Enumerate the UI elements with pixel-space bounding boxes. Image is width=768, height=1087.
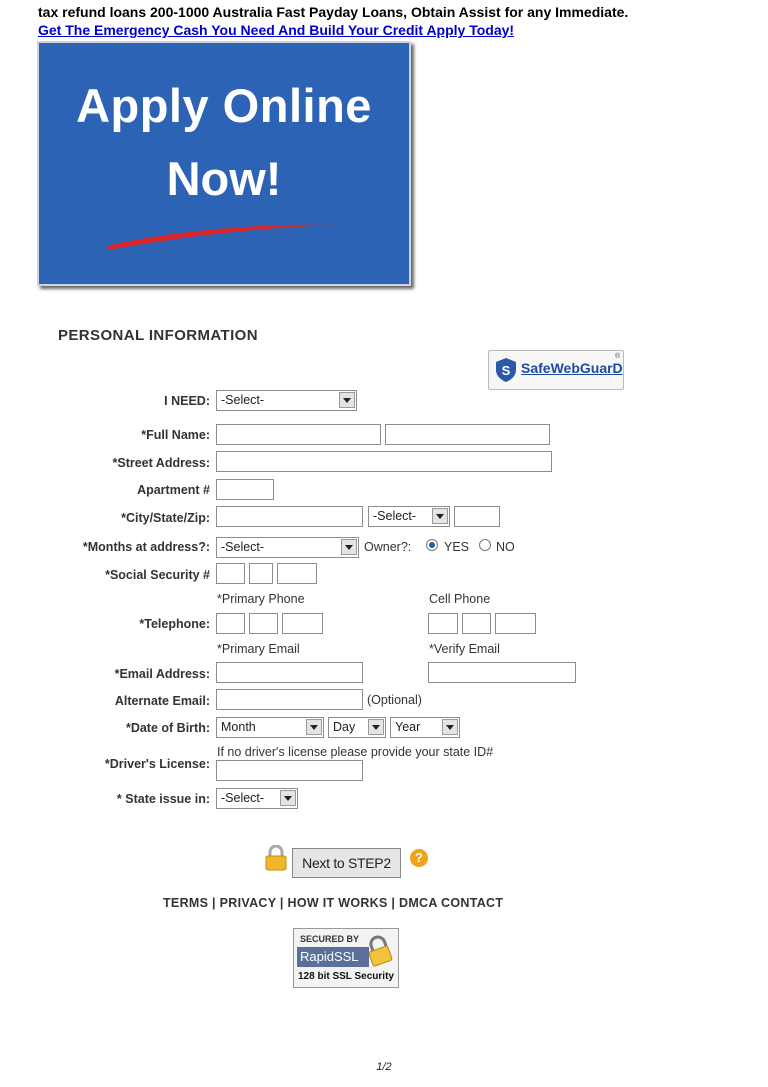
- alternate-email-label: Alternate Email:: [114, 694, 210, 708]
- banner-line-2: Now!: [166, 152, 282, 205]
- zip-input[interactable]: [454, 506, 500, 527]
- ssn-label: *Social Security #: [105, 568, 210, 582]
- state-issue-label: * State issue in:: [116, 792, 210, 806]
- state-issue-value: -Select-: [221, 791, 265, 805]
- dob-day-select[interactable]: [328, 717, 386, 738]
- chevron-down-icon: [339, 392, 355, 408]
- ssn-part1-input[interactable]: [216, 563, 245, 584]
- dob-year-select[interactable]: [390, 717, 460, 738]
- footer-separator: |: [279, 896, 284, 910]
- street-address-label: *Street Address:: [112, 456, 210, 470]
- dob-year-value: Year: [395, 720, 421, 734]
- shield-icon: [496, 358, 516, 382]
- months-at-address-select[interactable]: [216, 537, 359, 558]
- state-value: -Select-: [373, 509, 417, 523]
- chevron-down-icon: [280, 790, 296, 806]
- primary-email-label: *Primary Email: [217, 642, 300, 656]
- cell-phone-label: Cell Phone: [429, 592, 491, 606]
- last-name-input[interactable]: [385, 424, 550, 445]
- cell-phone-prefix-input[interactable]: [462, 613, 491, 634]
- how-it-works-link[interactable]: HOW IT WORKS: [287, 896, 388, 910]
- chevron-down-icon: [341, 539, 357, 555]
- rapidssl-badge[interactable]: [293, 928, 399, 988]
- ssn-part2-input[interactable]: [249, 563, 273, 584]
- ssl-strength: 128 bit SSL Security: [298, 971, 394, 982]
- svg-text:S: S: [501, 363, 511, 378]
- terms-link[interactable]: TERMS: [163, 896, 209, 910]
- primary-phone-line-input[interactable]: [282, 613, 323, 634]
- owner-yes-label: YES: [444, 540, 470, 554]
- safewebguard-badge[interactable]: [488, 350, 624, 390]
- street-address-input[interactable]: [216, 451, 552, 472]
- apply-today-link[interactable]: Get The Emergency Cash You Need And Build Your Credit Apply Today!: [38, 22, 515, 38]
- owner-no-radio[interactable]: [479, 539, 491, 551]
- chevron-down-icon: [432, 508, 448, 524]
- red-swoosh-icon: [39, 43, 409, 284]
- section-title: PERSONAL INFORMATION: [58, 327, 258, 344]
- telephone-label: *Telephone:: [139, 617, 210, 631]
- email-address-label: *Email Address:: [114, 667, 210, 681]
- page-title: tax refund loans 200-1000 Australia Fast Payday Loans, Obtain Assist for any Immediate.: [38, 4, 629, 20]
- chevron-down-icon: [442, 719, 458, 735]
- privacy-link[interactable]: PRIVACY: [219, 896, 277, 910]
- months-at-address-label: *Months at address?:: [82, 540, 210, 554]
- verify-email-input[interactable]: [428, 662, 576, 683]
- owner-yes-radio[interactable]: [426, 539, 438, 551]
- chevron-down-icon: [368, 719, 384, 735]
- cell-phone-area-input[interactable]: [428, 613, 458, 634]
- dob-month-select[interactable]: [216, 717, 324, 738]
- safewebguard-label: SafeWebGuarD: [521, 360, 623, 376]
- primary-email-input[interactable]: [216, 662, 363, 683]
- chevron-down-icon: [306, 719, 322, 735]
- help-icon[interactable]: ?: [410, 849, 428, 867]
- drivers-license-input[interactable]: [216, 760, 363, 781]
- i-need-label: I NEED:: [164, 394, 210, 408]
- apartment-label: Apartment #: [137, 483, 210, 497]
- city-state-zip-label: *City/State/Zip:: [121, 511, 210, 525]
- primary-phone-prefix-input[interactable]: [249, 613, 278, 634]
- footer-separator: |: [212, 896, 216, 910]
- cell-phone-line-input[interactable]: [495, 613, 536, 634]
- date-of-birth-label: *Date of Birth:: [125, 721, 210, 735]
- alternate-email-input[interactable]: [216, 689, 363, 710]
- owner-label: Owner?:: [364, 540, 412, 554]
- registered-mark: ®: [615, 353, 621, 360]
- dob-day-value: Day: [333, 720, 356, 734]
- footer-separator: |: [391, 896, 396, 910]
- banner-line-1: Apply Online: [76, 79, 372, 132]
- license-note: If no driver's license please provide your state ID#: [217, 745, 494, 759]
- owner-no-label: NO: [496, 540, 515, 554]
- months-value: -Select-: [221, 540, 265, 554]
- apply-online-banner[interactable]: [37, 41, 411, 286]
- next-step-button[interactable]: Next to STEP2: [292, 848, 401, 878]
- apartment-input[interactable]: [216, 479, 274, 500]
- ssl-secured-by: SECURED BY: [300, 934, 360, 944]
- footer-links: [163, 896, 503, 910]
- first-name-input[interactable]: [216, 424, 381, 445]
- state-issue-select[interactable]: [216, 788, 298, 809]
- primary-phone-label: *Primary Phone: [217, 592, 305, 606]
- ssl-brand: RapidSSL: [297, 947, 369, 967]
- verify-email-label: *Verify Email: [429, 642, 500, 656]
- dob-month-value: Month: [221, 720, 256, 734]
- drivers-license-label: *Driver's License:: [104, 757, 210, 771]
- state-select[interactable]: [368, 506, 450, 527]
- dmca-contact-link[interactable]: DMCA CONTACT: [399, 896, 504, 910]
- i-need-select[interactable]: [216, 390, 357, 411]
- ssn-part3-input[interactable]: [277, 563, 317, 584]
- i-need-value: -Select-: [221, 393, 265, 407]
- full-name-label: *Full Name:: [141, 428, 210, 442]
- city-input[interactable]: [216, 506, 363, 527]
- padlock-icon: [364, 935, 394, 967]
- optional-note: (Optional): [367, 693, 422, 707]
- padlock-icon: [264, 845, 288, 871]
- primary-phone-area-input[interactable]: [216, 613, 245, 634]
- page-number: 1/2: [376, 1061, 392, 1073]
